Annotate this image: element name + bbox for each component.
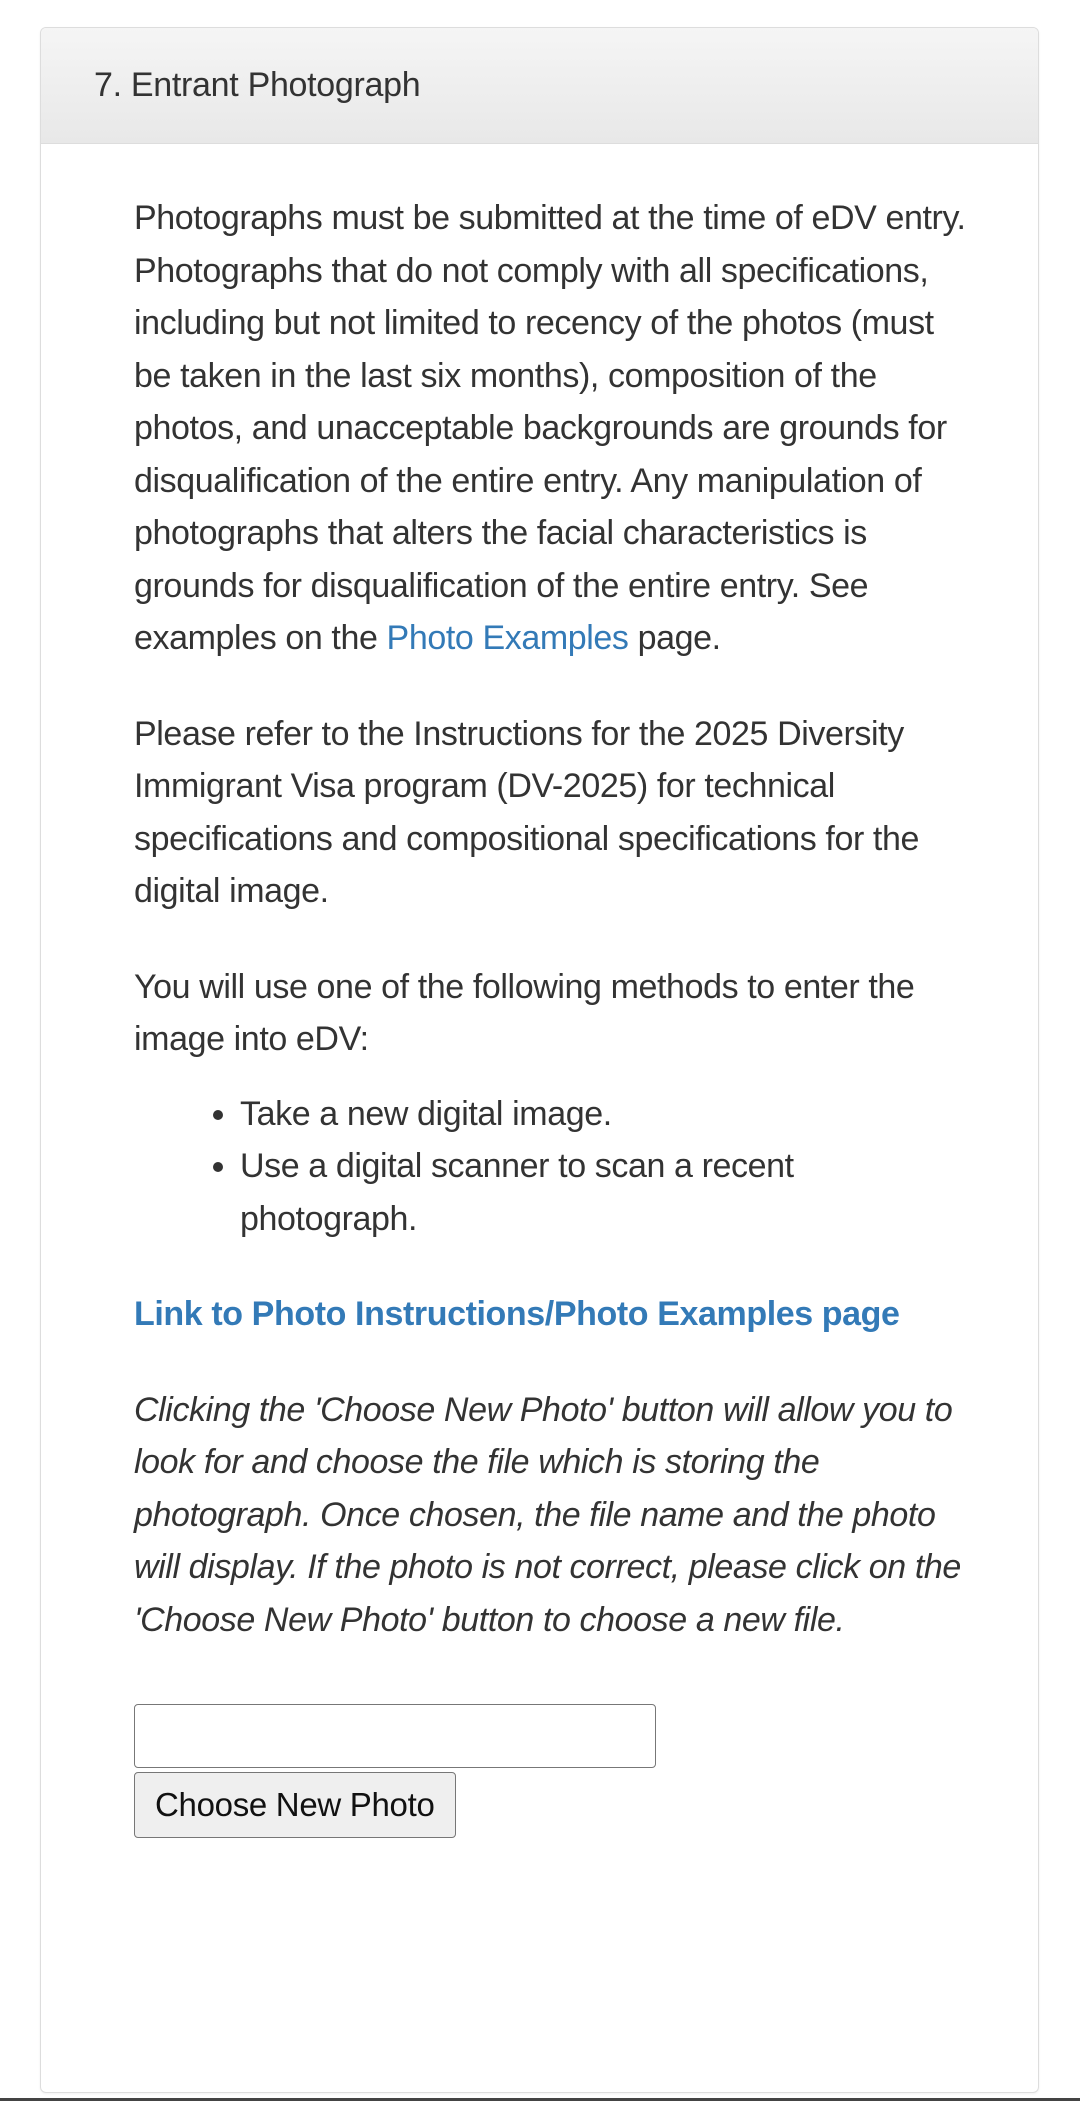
- photo-examples-link[interactable]: Photo Examples: [386, 619, 629, 657]
- choose-new-photo-button[interactable]: Choose New Photo: [134, 1772, 456, 1838]
- list-item: • Use a digital scanner to scan a recent photograph.: [240, 1140, 978, 1245]
- photo-requirements-paragraph: [134, 192, 978, 665]
- requirements-text-end: page.: [628, 619, 721, 657]
- panel-title: 7. Entrant Photograph: [94, 66, 421, 104]
- panel-body: [41, 144, 1038, 1838]
- methods-intro: You will use one of the following methods to enter the image into eDV:: [134, 967, 915, 1058]
- panel-heading: [41, 28, 1038, 144]
- file-name-field[interactable]: [134, 1704, 656, 1768]
- entrant-photograph-panel: [40, 27, 1039, 2093]
- requirements-text: Photographs must be submitted at the time of eDV entry. Photographs that do not comply with all specifications, including but not limited to recency of the photos (must be taken in the last six months), composition of the photos, and unacceptable backgrounds are grounds for disqualification of the entire entry. Any manipulation of photographs that alters the facial characteristics is grounds for disqualification of the entire entry. See examples on the: [134, 199, 966, 657]
- choose-photo-note: Clicking the 'Choose New Photo' button will allow you to look for and choose the file which is storing the photograph. Once chosen, the file name and the photo will display. If the photo is not correct, please click on the 'Choose New Photo' button to choose a new file.: [134, 1390, 961, 1639]
- methods-list: [134, 1088, 978, 1246]
- list-item: • Take a new digital image.: [240, 1088, 978, 1141]
- photo-instructions-link[interactable]: Link to Photo Instructions/Photo Examples page: [134, 1295, 900, 1333]
- instructions-paragraph: Please refer to the Instructions for the 2025 Diversity Immigrant Visa program (DV-2025) for technical specifications and compositional specifications for the digital image.: [134, 714, 919, 910]
